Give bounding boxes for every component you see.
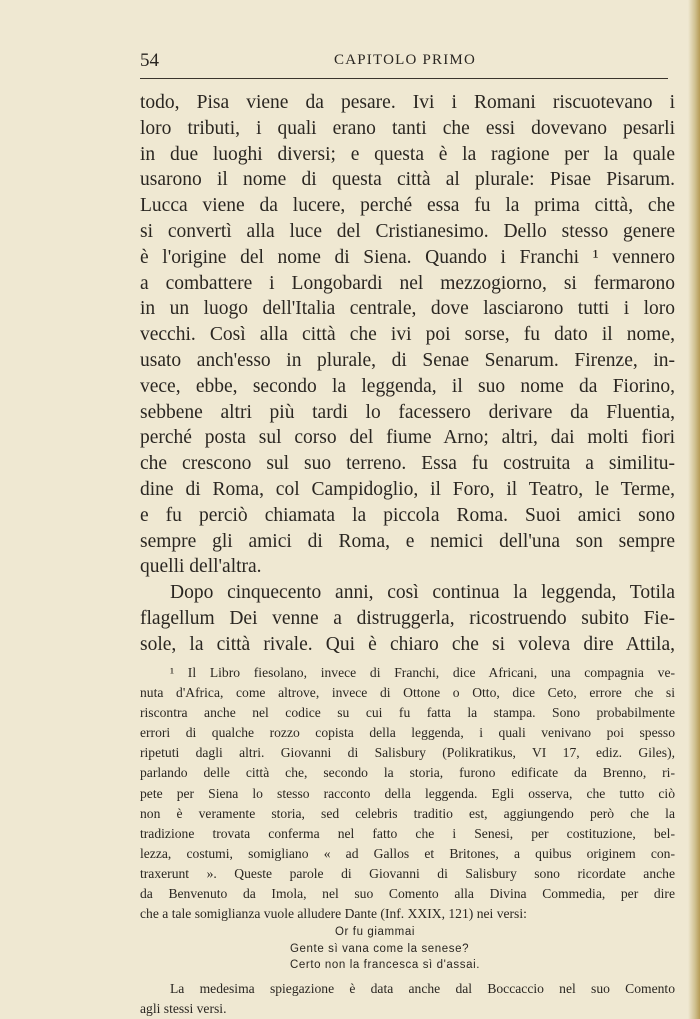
footnote-line: ¹ Il Libro fiesolano, invece di Franchi, dice Africani, una compagnia ve-	[170, 665, 675, 680]
body-line: dine di Roma, col Campidoglio, il Foro, il Teatro, le Terme,	[140, 478, 675, 500]
body-line: Lucca viene da lucere, perché essa fu la prima città, che	[140, 195, 675, 217]
footnote-continuation	[140, 979, 675, 1019]
body-line: sempre gli amici di Roma, e nemici dell'una son sempre	[140, 530, 675, 552]
body-line: todo, Pisa viene da pesare. Ivi i Romani riscuotevano i	[140, 92, 675, 113]
verse-quote	[140, 924, 675, 974]
body-line: in un luogo dell'Italia centrale, dove lasciarono tutti i loro	[140, 298, 675, 320]
footnote-line: traxerunt ». Queste parole di Giovanni di Salisbury sono ricordate anche	[140, 865, 675, 881]
header-rule	[140, 78, 668, 79]
body-line: vecchi. Così alla città che ivi poi sorse, fu dato il nome,	[140, 324, 675, 346]
footnote-line: errori di qualche rozzo copista della leggenda, i quali venivano poi spesso	[140, 725, 675, 741]
body-line: a combattere i Longobardi nel mezzogiorno, si fermarono	[140, 272, 675, 294]
body-line: sole, la città rivale. Qui è chiaro che si voleva dire Attila,	[140, 633, 675, 655]
body-line: in due luoghi diversi; e questa è la ragione per la quale	[140, 143, 675, 165]
verse-line: Or fu giammai	[335, 926, 416, 939]
page-number: 54	[140, 50, 159, 71]
verse-line: Gente sì vana come la senese?	[290, 942, 470, 955]
footnote-line: ripetuti dagli altri. Giovanni di Salisbury (Polikratikus, VI 17, ediz. Giles),	[140, 745, 675, 761]
body-line: quelli dell'altra.	[140, 556, 262, 578]
footnote-line: lezza, costumi, somigliano « ad Gallos et Britones, a quibus originem con-	[140, 845, 675, 861]
body-line: flagellum Dei venne a distruggerla, ricostruendo subito Fie-	[140, 607, 675, 629]
page-edge	[688, 0, 700, 1019]
footnote-line: agli stessi versi.	[140, 1000, 227, 1016]
body-line: e fu perciò chiamata la piccola Roma. Suoi amici sono	[140, 504, 675, 526]
footnote-line: da Benvenuto da Imola, nel suo Comento alla Divina Commedia, per dire	[140, 886, 675, 902]
body-line: è l'origine del nome di Siena. Quando i Franchi ¹ vennero	[140, 246, 675, 268]
footnote-line: tradizione trovata conferma nel fatto che i Senesi, per costituzione, bel-	[140, 825, 675, 841]
body-line: vece, ebbe, secondo la leggenda, il suo nome da Fiorino,	[140, 375, 675, 397]
footnote-line: non è veramente storia, sed celebris traditio est, aggiungendo però che la	[140, 805, 675, 821]
body-line: usato anch'esso in plurale, di Senae Senarum. Firenze, in-	[140, 349, 675, 371]
body-line: loro tributi, i quali erano tanti che essi dovevano pesarli	[140, 117, 675, 139]
page-header	[140, 50, 670, 74]
running-head: CAPITOLO PRIMO	[334, 52, 476, 68]
footnote-line: parlando delle città che, secondo la storia, furono edificate da Brenno, ri-	[140, 765, 675, 781]
footnote-line: pete per Siena lo stesso racconto della leggenda. Egli osserva, che tutto ciò	[140, 785, 675, 801]
footnote-line: che a tale somiglianza vuole alludere Dante (Inf. XXIX, 121) nei versi:	[140, 906, 527, 922]
verse-line: Certo non la francesca sì d'assai.	[290, 959, 481, 972]
body-line: si convertì alla luce del Cristianesimo. Dello stesso genere	[140, 220, 675, 242]
footnote-line: nuta d'Africa, come altrove, invece di Ottone o Otto, dice Ceto, errore che si	[140, 685, 675, 701]
footnotes	[140, 663, 675, 1019]
body-line: perché posta sul corso del fiume Arno; altri, dai molti fiori	[140, 427, 675, 449]
footnote-line: La medesima spiegazione è data anche dal Boccaccio nel suo Comento	[170, 980, 675, 996]
body-line: Dopo cinquecento anni, così continua la leggenda, Totila	[170, 582, 675, 604]
footnote-line: riscontra anche nel codice su cui fu fatta la stampa. Sono probabilmente	[140, 705, 675, 721]
body-line: che crescono sul suo terreno. Essa fu costruita a similitu-	[140, 453, 675, 475]
body-line: sebbene altri più tardi lo facessero derivare da Fluentia,	[140, 401, 675, 423]
body-text	[140, 90, 675, 658]
body-line: usarono il nome di questa città al plurale: Pisae Pisarum.	[140, 169, 675, 191]
